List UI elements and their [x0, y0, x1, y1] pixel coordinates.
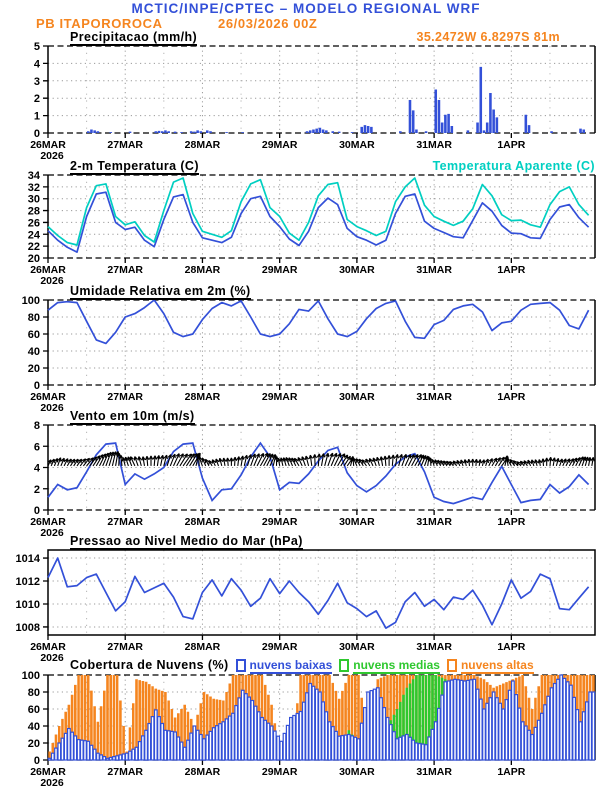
temperatura-aparente-c--line	[48, 178, 589, 245]
svg-text:20: 20	[27, 363, 40, 375]
station-label: PB ITAPOROROCA	[36, 16, 163, 31]
svg-text:4: 4	[33, 462, 40, 475]
svg-text:28: 28	[27, 205, 40, 218]
svg-text:60: 60	[27, 329, 40, 341]
high-clouds-swatch-icon	[447, 659, 457, 672]
svg-text:29MAR: 29MAR	[261, 264, 298, 276]
svg-text:2: 2	[33, 483, 40, 496]
svg-text:30MAR: 30MAR	[339, 641, 375, 653]
svg-text:26MAR: 26MAR	[30, 766, 66, 778]
svg-text:30MAR: 30MAR	[339, 139, 375, 151]
svg-text:31MAR: 31MAR	[416, 641, 452, 653]
panel-frame-dashed	[48, 300, 595, 385]
svg-text:40: 40	[27, 721, 40, 733]
precipitation-panel	[30, 41, 595, 162]
svg-text:1APR: 1APR	[497, 264, 526, 276]
svg-text:1APR: 1APR	[497, 516, 526, 528]
svg-text:29MAR: 29MAR	[261, 391, 298, 403]
grid-dots	[48, 175, 595, 258]
svg-text:2: 2	[33, 93, 40, 106]
panel-title-pressure: Pressao ao Nivel Medio do Mar (hPa)	[70, 534, 303, 548]
grid-dots	[48, 550, 595, 635]
low-clouds-swatch-icon	[236, 659, 246, 672]
panel-title-clouds: Cobertura de Nuvens (%)	[70, 658, 229, 672]
svg-text:1014: 1014	[15, 553, 40, 566]
cloud-legend-row	[70, 658, 534, 674]
svg-text:40: 40	[27, 346, 40, 358]
svg-text:29MAR: 29MAR	[261, 516, 298, 528]
svg-text:28MAR: 28MAR	[184, 641, 221, 653]
precipitation-bars	[87, 67, 585, 133]
grid-dots-half	[87, 300, 550, 385]
humidity-panel	[22, 295, 595, 414]
svg-text:5: 5	[33, 41, 40, 53]
svg-text:20: 20	[27, 738, 40, 750]
svg-text:20: 20	[27, 253, 40, 265]
axis-ticks	[43, 558, 511, 640]
svg-text:26MAR: 26MAR	[30, 264, 66, 276]
svg-text:6: 6	[33, 441, 40, 454]
svg-text:28MAR: 28MAR	[184, 766, 221, 778]
svg-text:28MAR: 28MAR	[184, 516, 221, 528]
svg-text:26MAR: 26MAR	[30, 391, 66, 403]
panel-frame-sides	[48, 175, 595, 258]
svg-text:1APR: 1APR	[497, 391, 526, 403]
page-title: MCTIC/INPE/CPTEC – MODELO REGIONAL WRF	[131, 1, 481, 16]
svg-text:100: 100	[21, 670, 40, 682]
svg-text:2026: 2026	[40, 652, 64, 664]
grid-dots	[48, 46, 595, 133]
panel-title-humidity: Umidade Relativa em 2m (%)	[70, 284, 251, 298]
svg-text:27MAR: 27MAR	[107, 516, 144, 528]
svg-text:29MAR: 29MAR	[261, 641, 298, 653]
svg-text:2026: 2026	[40, 527, 64, 539]
svg-text:4: 4	[33, 58, 40, 71]
svg-text:0: 0	[33, 128, 40, 140]
svg-text:3: 3	[33, 75, 40, 88]
svg-text:31MAR: 31MAR	[416, 139, 452, 151]
panel-frame-dashed	[48, 175, 595, 258]
panel-frame-sides	[48, 46, 595, 133]
legend-item-low-clouds: nuvens baixas	[236, 658, 333, 674]
svg-text:27MAR: 27MAR	[107, 391, 144, 403]
svg-text:32: 32	[27, 181, 40, 194]
svg-text:30MAR: 30MAR	[339, 391, 375, 403]
legend-item-high-clouds: nuvens altas	[447, 658, 534, 674]
grid-dots	[48, 425, 595, 510]
temperature-panel	[28, 170, 595, 287]
svg-text:34: 34	[27, 170, 40, 182]
svg-text:1008: 1008	[15, 621, 40, 634]
svg-text:28MAR: 28MAR	[184, 139, 221, 151]
clouds-panel	[22, 670, 595, 789]
svg-text:30MAR: 30MAR	[339, 766, 375, 778]
legend-apparent-temperature: Temperatura Aparente (C)	[432, 159, 595, 173]
wind-panel	[30, 420, 595, 539]
svg-text:26MAR: 26MAR	[30, 641, 66, 653]
svg-text:26MAR: 26MAR	[30, 516, 66, 528]
panel-title-temperature: 2-m Temperatura (C)	[70, 159, 199, 173]
svg-text:1012: 1012	[15, 576, 40, 589]
panel-title-precipitation: Precipitacao (mm/h)	[70, 30, 198, 44]
svg-text:27MAR: 27MAR	[107, 766, 144, 778]
svg-text:31MAR: 31MAR	[416, 516, 452, 528]
panel-frame-dashed	[48, 46, 595, 133]
pressure-panel	[16, 550, 595, 664]
grid-dots-half	[87, 550, 550, 635]
coordinates-label: 35.2472W 6.8297S 81m	[416, 30, 560, 44]
svg-text:22: 22	[27, 241, 40, 254]
panel-title-wind: Vento em 10m (m/s)	[70, 409, 195, 423]
legend-item-mid-clouds: nuvens medias	[339, 658, 440, 674]
svg-text:26MAR: 26MAR	[30, 139, 66, 151]
svg-text:30: 30	[27, 193, 40, 206]
svg-text:31MAR: 31MAR	[416, 766, 452, 778]
umidade-relativa-em-2m--line	[48, 300, 589, 343]
svg-text:80: 80	[27, 312, 40, 324]
svg-text:80: 80	[27, 687, 40, 699]
svg-text:30MAR: 30MAR	[339, 264, 375, 276]
axis-ticks	[43, 425, 511, 515]
svg-text:1APR: 1APR	[497, 766, 526, 778]
mid-clouds-swatch-icon	[339, 659, 349, 672]
svg-text:28MAR: 28MAR	[184, 391, 221, 403]
svg-text:1APR: 1APR	[497, 641, 526, 653]
svg-text:1010: 1010	[15, 598, 40, 611]
svg-text:0: 0	[33, 755, 40, 767]
model-run-label: 26/03/2026 00Z	[218, 16, 318, 31]
svg-text:100: 100	[21, 295, 40, 307]
svg-text:0: 0	[33, 505, 40, 517]
svg-text:8: 8	[33, 420, 40, 432]
svg-text:1APR: 1APR	[497, 139, 526, 151]
svg-text:2026: 2026	[40, 275, 64, 287]
svg-text:29MAR: 29MAR	[261, 139, 298, 151]
svg-text:1: 1	[33, 110, 40, 123]
svg-text:30MAR: 30MAR	[339, 516, 375, 528]
svg-text:60: 60	[27, 704, 40, 716]
svg-text:31MAR: 31MAR	[416, 264, 452, 276]
svg-text:27MAR: 27MAR	[107, 641, 144, 653]
svg-text:2026: 2026	[40, 402, 64, 414]
svg-text:2026: 2026	[40, 777, 64, 789]
svg-text:29MAR: 29MAR	[261, 766, 298, 778]
svg-text:27MAR: 27MAR	[107, 264, 144, 276]
svg-text:0: 0	[33, 380, 40, 392]
svg-text:24: 24	[27, 229, 40, 242]
panel-frame-sides	[48, 300, 595, 385]
axis-ticks	[43, 300, 511, 390]
pressao-ao-nivel-medio-do-mar-hpa--line	[48, 558, 589, 628]
svg-text:2026: 2026	[40, 150, 64, 162]
panel-frame	[48, 550, 595, 635]
grid-dots	[48, 300, 595, 385]
svg-text:31MAR: 31MAR	[416, 391, 452, 403]
svg-text:27MAR: 27MAR	[107, 139, 144, 151]
svg-text:26: 26	[27, 217, 40, 230]
svg-text:28MAR: 28MAR	[184, 264, 221, 276]
